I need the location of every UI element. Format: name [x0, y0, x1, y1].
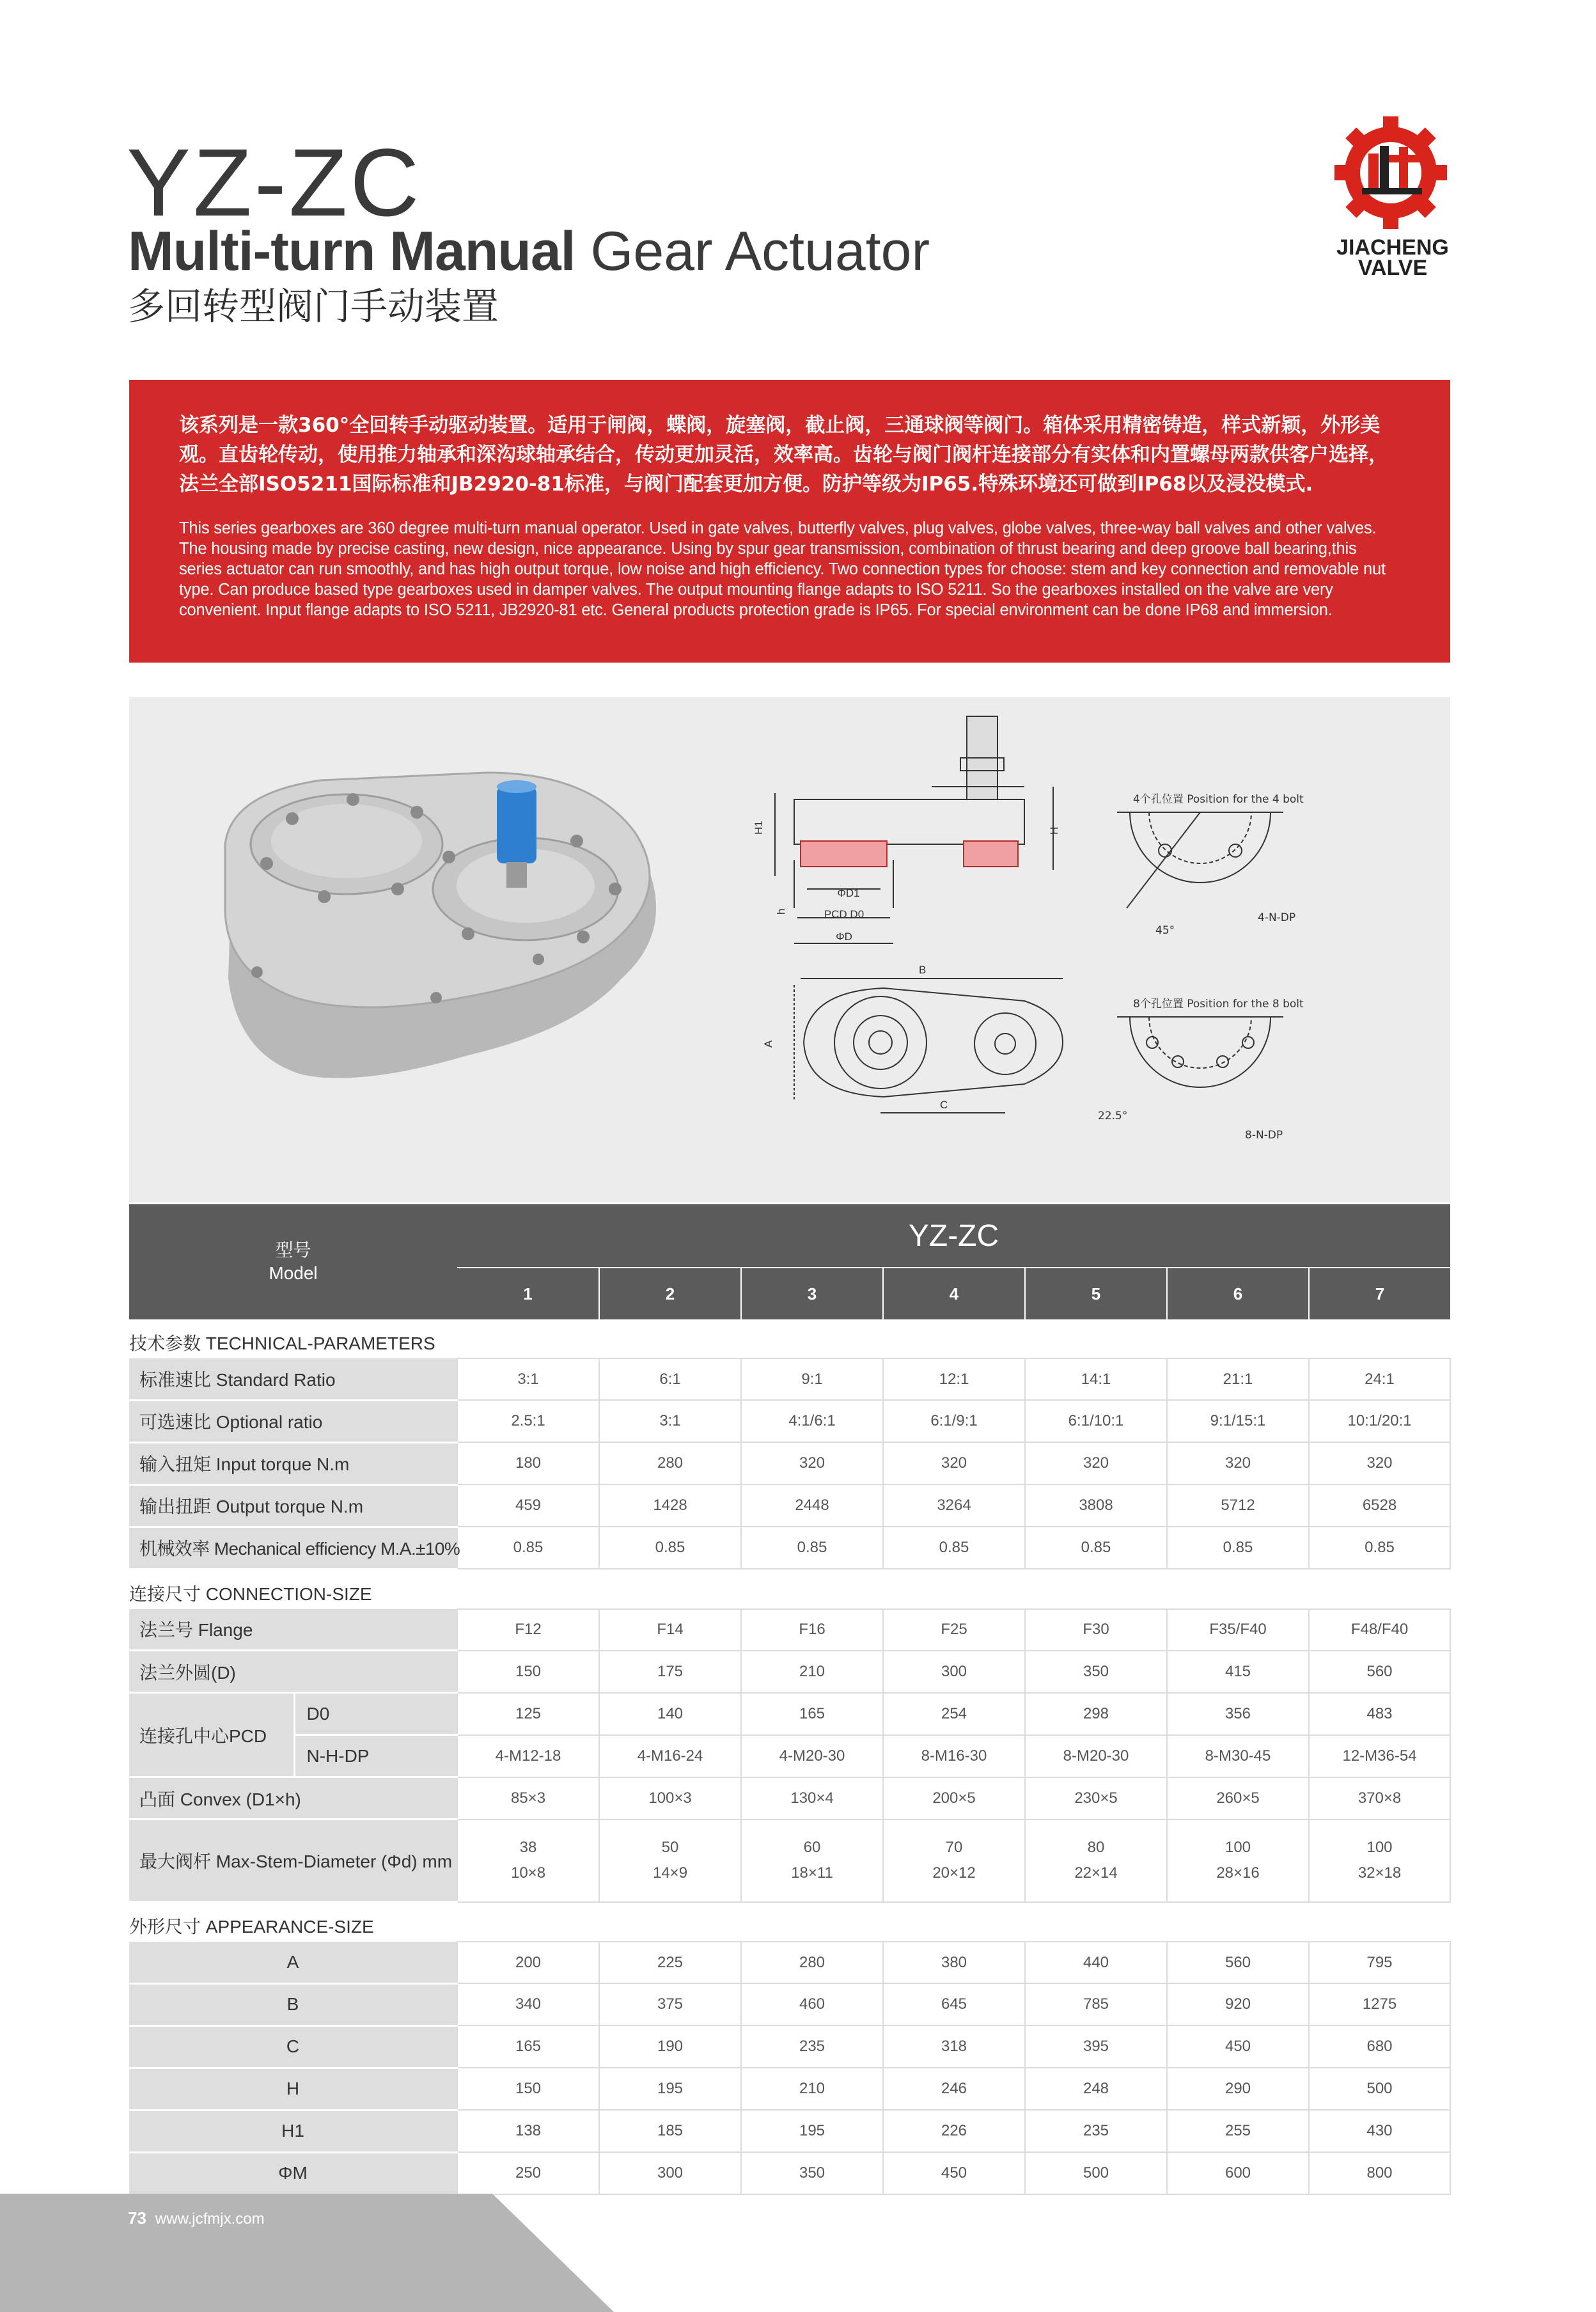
table-cell: F12	[457, 1609, 599, 1651]
table-row	[129, 1484, 1450, 1527]
dim-d1-label: ΦD1	[837, 887, 860, 899]
table-cell: 9:1	[741, 1358, 883, 1400]
dim-pcd-label: PCD D0	[824, 908, 864, 920]
model-header	[129, 1204, 457, 1319]
table-cell: 3808	[1025, 1484, 1167, 1527]
stem-key: 32×18	[1357, 1864, 1402, 1882]
table-cell: 320	[1309, 1442, 1450, 1484]
table-cell: 370×8	[1309, 1777, 1450, 1820]
table-row	[129, 1609, 1450, 1651]
stem-key: 14×9	[652, 1864, 688, 1882]
row-label: 凸面 Convex (D1×h)	[129, 1777, 457, 1820]
table-cell: 350	[1025, 1651, 1167, 1693]
table-cell: 6:1	[599, 1358, 741, 1400]
table-cell	[1167, 1820, 1309, 1902]
table-row	[129, 1442, 1450, 1484]
table-row	[129, 2152, 1450, 2194]
product-figure	[129, 697, 1450, 1202]
spec-table	[129, 1204, 1451, 2196]
ndp8-label: 8-N-DP	[1245, 1129, 1283, 1142]
table-cell: 459	[457, 1484, 599, 1527]
table-cell: 300	[599, 2152, 741, 2194]
row-label: H	[129, 2068, 457, 2110]
logo-text-valve: VALVE	[1357, 256, 1428, 280]
footer-text	[128, 2208, 265, 2228]
stem-key: 18×11	[791, 1864, 833, 1882]
table-cell: 250	[457, 2152, 599, 2194]
table-row	[129, 1735, 1450, 1777]
table-cell: 85×3	[457, 1777, 599, 1820]
table-cell: 280	[599, 1442, 741, 1484]
product-title-rest: Gear Actuator	[590, 221, 930, 282]
col-header: 5	[1025, 1268, 1167, 1319]
table-cell: 3264	[883, 1484, 1025, 1527]
table-row	[129, 1777, 1450, 1820]
product-title-cn: 多回转型阀门手动装置	[128, 285, 499, 328]
stem-diameter: 80	[1087, 1839, 1105, 1856]
table-cell: 210	[741, 1651, 883, 1693]
row-sublabel: N-H-DP	[294, 1735, 457, 1777]
row-label: 输入扭矩 Input torque N.m	[129, 1442, 457, 1484]
row-label: C	[129, 2025, 457, 2068]
table-cell: 0.85	[1309, 1527, 1450, 1569]
col-header: 4	[883, 1268, 1025, 1319]
footer-url: www.jcfmjx.com	[155, 2210, 265, 2228]
row-sublabel: D0	[294, 1693, 457, 1735]
dim-small-h-label: h	[775, 908, 787, 915]
row-label: 输出扭距 Output torque N.m	[129, 1484, 457, 1527]
stem-key: 20×12	[932, 1864, 976, 1882]
stem-diameter: 60	[803, 1839, 821, 1856]
table-cell	[599, 1820, 741, 1902]
ndp4-label: 4-N-DP	[1258, 911, 1296, 924]
table-cell: 2448	[741, 1484, 883, 1527]
table-row	[129, 2068, 1450, 2110]
table-cell: 500	[1025, 2152, 1167, 2194]
model-header-cn: 型号	[275, 1240, 311, 1260]
table-cell: 450	[883, 2152, 1025, 2194]
series-header: YZ-ZC	[457, 1204, 1450, 1268]
table-cell: 12-M36-54	[1309, 1735, 1450, 1777]
table-cell: 395	[1025, 2025, 1167, 2068]
table-cell: 190	[599, 2025, 741, 2068]
table-cell: 4:1/6:1	[741, 1400, 883, 1442]
table-cell: 0.85	[599, 1527, 741, 1569]
table-cell: 415	[1167, 1651, 1309, 1693]
table-cell: 4-M12-18	[457, 1735, 599, 1777]
table-row	[129, 1358, 1450, 1400]
table-cell: F35/F40	[1167, 1609, 1309, 1651]
table-cell: F16	[741, 1609, 883, 1651]
logo-text-jiacheng: JIACHENG	[1336, 235, 1449, 260]
table-cell: 5712	[1167, 1484, 1309, 1527]
table-row	[129, 1983, 1450, 2025]
table-cell: 645	[883, 1983, 1025, 2025]
model-header-en: Model	[269, 1263, 318, 1283]
table-cell: 320	[1167, 1442, 1309, 1484]
table-cell: 12:1	[883, 1358, 1025, 1400]
dim-d-label: ΦD	[836, 931, 852, 943]
stem-diameter: 70	[945, 1839, 963, 1856]
table-cell: 6:1/9:1	[883, 1400, 1025, 1442]
table-row	[129, 2110, 1450, 2152]
table-cell: 1275	[1309, 1983, 1450, 2025]
dim-c-label: C	[940, 1099, 948, 1111]
table-cell: 24:1	[1309, 1358, 1450, 1400]
table-row	[129, 1820, 1450, 1902]
row-label: 法兰外圆(D)	[129, 1651, 457, 1693]
table-cell: 280	[741, 1942, 883, 1983]
table-cell: 21:1	[1167, 1358, 1309, 1400]
table-cell: 375	[599, 1983, 741, 2025]
table-cell: 180	[457, 1442, 599, 1484]
plan-view-drawing	[794, 979, 1063, 1113]
table-cell: 450	[1167, 2025, 1309, 2068]
table-cell: 235	[1025, 2110, 1167, 2152]
row-label: A	[129, 1942, 457, 1983]
table-cell: F14	[599, 1609, 741, 1651]
cross-section-drawing	[775, 716, 1053, 943]
table-cell: 320	[883, 1442, 1025, 1484]
intro-box	[129, 380, 1450, 663]
table-cell: 560	[1167, 1942, 1309, 1983]
bolt-position-4-drawing	[1117, 812, 1283, 908]
table-cell: 248	[1025, 2068, 1167, 2110]
table-cell: 8-M16-30	[883, 1735, 1025, 1777]
table-cell: 150	[457, 2068, 599, 2110]
table-cell: 138	[457, 2110, 599, 2152]
table-cell: 1428	[599, 1484, 741, 1527]
table-cell	[1309, 1820, 1450, 1902]
row-label: 可选速比 Optional ratio	[129, 1400, 457, 1442]
table-cell: 260×5	[1167, 1777, 1309, 1820]
table-cell: F48/F40	[1309, 1609, 1450, 1651]
table-cell	[457, 1820, 599, 1902]
table-cell: 483	[1309, 1693, 1450, 1735]
table-cell: 0.85	[883, 1527, 1025, 1569]
table-cell: 600	[1167, 2152, 1309, 2194]
table-cell: 290	[1167, 2068, 1309, 2110]
table-cell: 130×4	[741, 1777, 883, 1820]
table-cell: 165	[741, 1693, 883, 1735]
model-title: YZ-ZC	[127, 129, 422, 236]
table-cell: 255	[1167, 2110, 1309, 2152]
table-cell: 350	[741, 2152, 883, 2194]
table-cell: 210	[741, 2068, 883, 2110]
table-cell: 6:1/10:1	[1025, 1400, 1167, 1442]
table-cell: 10:1/20:1	[1309, 1400, 1450, 1442]
table-cell: F30	[1025, 1609, 1167, 1651]
table-row	[129, 1942, 1450, 1983]
stem-key: 28×16	[1216, 1864, 1260, 1882]
row-label: 最大阀杆 Max-Stem-Diameter (Φd) mm	[129, 1820, 457, 1902]
table-cell: 14:1	[1025, 1358, 1167, 1400]
product-title-bold: Multi-turn Manual	[128, 221, 575, 282]
table-cell: 320	[741, 1442, 883, 1484]
stem-diameter: 100	[1366, 1839, 1393, 1856]
table-cell: 430	[1309, 2110, 1450, 2152]
table-cell: 200	[457, 1942, 599, 1983]
table-cell: 235	[741, 2025, 883, 2068]
section-technical: 技术参数 TECHNICAL-PARAMETERS	[129, 1319, 1450, 1358]
table-cell: 300	[883, 1651, 1025, 1693]
table-cell: 0.85	[741, 1527, 883, 1569]
dim-h-label: H	[1048, 826, 1060, 835]
table-cell: 800	[1309, 2152, 1450, 2194]
table-cell: 0.85	[1167, 1527, 1309, 1569]
section-appearance: 外形尺寸 APPEARANCE-SIZE	[129, 1902, 1450, 1942]
table-cell: 125	[457, 1693, 599, 1735]
product-title-en	[128, 221, 930, 282]
table-cell: 795	[1309, 1942, 1450, 1983]
table-cell: F25	[883, 1609, 1025, 1651]
dim-b-label: B	[919, 964, 927, 976]
table-cell: 0.85	[1025, 1527, 1167, 1569]
table-cell: 140	[599, 1693, 741, 1735]
bolt-8-caption: 8个孔位置 Position for the 8 bolt	[1133, 998, 1304, 1011]
table-cell: 2.5:1	[457, 1400, 599, 1442]
table-cell: 380	[883, 1942, 1025, 1983]
table-cell: 500	[1309, 2068, 1450, 2110]
row-label: 法兰号 Flange	[129, 1609, 457, 1651]
table-cell: 254	[883, 1693, 1025, 1735]
stem-key: 10×8	[510, 1864, 546, 1882]
angle-225-label: 22.5°	[1098, 1110, 1128, 1122]
table-cell: 785	[1025, 1983, 1167, 2025]
table-cell: 8-M20-30	[1025, 1735, 1167, 1777]
table-cell: 200×5	[883, 1777, 1025, 1820]
dim-h1-label: H1	[753, 821, 765, 835]
table-cell: 920	[1167, 1983, 1309, 2025]
table-cell: 9:1/15:1	[1167, 1400, 1309, 1442]
gearbox-photo	[225, 773, 656, 1078]
table-cell	[1025, 1820, 1167, 1902]
table-row	[129, 1527, 1450, 1569]
row-label: 连接孔中心PCD	[129, 1693, 294, 1777]
col-header: 6	[1167, 1268, 1309, 1319]
col-header: 2	[599, 1268, 741, 1319]
table-cell: 226	[883, 2110, 1025, 2152]
intro-text-en: This series gearboxes are 360 degree multi-turn manual operator. Used in gate valves, butterfly valves, plug valves, globe valves, three-way ball valves and other valves. The housing made by precise casting, new design, nice appearance. Using by spur gear transmission, combination of thrust bearing and deep groove ball bearing,this series actuator can run smoothly, and has high output torque, low noise and high efficiency. Two connection types for choose: stem and key connection and removable nut type. Can produce based type gearboxes used in damper valves. The output mounting flange adapts to ISO 5211. So the gearboxes installed on the valve are very convenient. Input flange adapts to ISO 5211, JB2920-81 etc. General products protection grade is IP65. For special environment can be done IP68 and immersion.	[179, 519, 1386, 619]
row-label: 标准速比 Standard Ratio	[129, 1358, 457, 1400]
angle-45-label: 45°	[1155, 924, 1175, 937]
col-header: 7	[1309, 1268, 1450, 1319]
table-cell: 320	[1025, 1442, 1167, 1484]
table-cell: 195	[599, 2068, 741, 2110]
table-cell: 175	[599, 1651, 741, 1693]
table-cell	[741, 1820, 883, 1902]
table-cell	[883, 1820, 1025, 1902]
table-cell: 100×3	[599, 1777, 741, 1820]
table-cell: 560	[1309, 1651, 1450, 1693]
table-cell: 356	[1167, 1693, 1309, 1735]
table-cell: 6528	[1309, 1484, 1450, 1527]
stem-diameter: 100	[1224, 1839, 1251, 1856]
table-cell: 460	[741, 1983, 883, 2025]
col-header: 1	[457, 1268, 599, 1319]
table-cell: 4-M20-30	[741, 1735, 883, 1777]
table-cell: 318	[883, 2025, 1025, 2068]
table-cell: 150	[457, 1651, 599, 1693]
stem-diameter: 50	[661, 1839, 679, 1856]
table-cell: 185	[599, 2110, 741, 2152]
table-row	[129, 2025, 1450, 2068]
table-cell: 3:1	[599, 1400, 741, 1442]
page-number: 73	[128, 2208, 146, 2228]
stem-diameter: 38	[519, 1839, 537, 1856]
table-cell: 680	[1309, 2025, 1450, 2068]
table-cell: 340	[457, 1983, 599, 2025]
table-cell: 195	[741, 2110, 883, 2152]
row-label: 机械效率 Mechanical efficiency M.A.±10%	[129, 1527, 457, 1569]
stem-key: 22×14	[1074, 1864, 1118, 1882]
row-label: ΦM	[129, 2152, 457, 2194]
table-cell: 3:1	[457, 1358, 599, 1400]
table-cell: 0.85	[457, 1527, 599, 1569]
table-row	[129, 1400, 1450, 1442]
table-row	[129, 1693, 1450, 1735]
section-connection: 连接尺寸 CONNECTION-SIZE	[129, 1569, 1450, 1609]
table-cell: 440	[1025, 1942, 1167, 1983]
col-header: 3	[741, 1268, 883, 1319]
table-cell: 4-M16-24	[599, 1735, 741, 1777]
table-row	[129, 1651, 1450, 1693]
table-cell: 230×5	[1025, 1777, 1167, 1820]
table-cell: 225	[599, 1942, 741, 1983]
bolt-4-caption: 4个孔位置 Position for the 4 bolt	[1133, 793, 1304, 806]
table-cell: 298	[1025, 1693, 1167, 1735]
intro-text-cn: 该系列是一款360°全回转手动驱动装置。适用于闸阀，蝶阀，旋塞阀，截止阀，三通球阀等阀门。箱体采用精密铸造，样式新颖，外形美观。直齿轮传动，使用推力轴承和深沟球轴承结合，传动更加灵活，效率高。齿轮与阀门阀杆连接部分有实体和内置螺母两款供客户选择，法兰全部ISO5211国际标准和JB2920-81标准，与阀门配套更加方便。防护等级为IP65.特殊环境还可做到IP68以及浸没模式.	[179, 414, 1388, 496]
dim-a-label: A	[762, 1040, 774, 1048]
row-label: B	[129, 1983, 457, 2025]
table-cell: 246	[883, 2068, 1025, 2110]
table-cell: 8-M30-45	[1167, 1735, 1309, 1777]
bolt-position-8-drawing	[1117, 1017, 1283, 1087]
table-cell: 165	[457, 2025, 599, 2068]
row-label: H1	[129, 2110, 457, 2152]
